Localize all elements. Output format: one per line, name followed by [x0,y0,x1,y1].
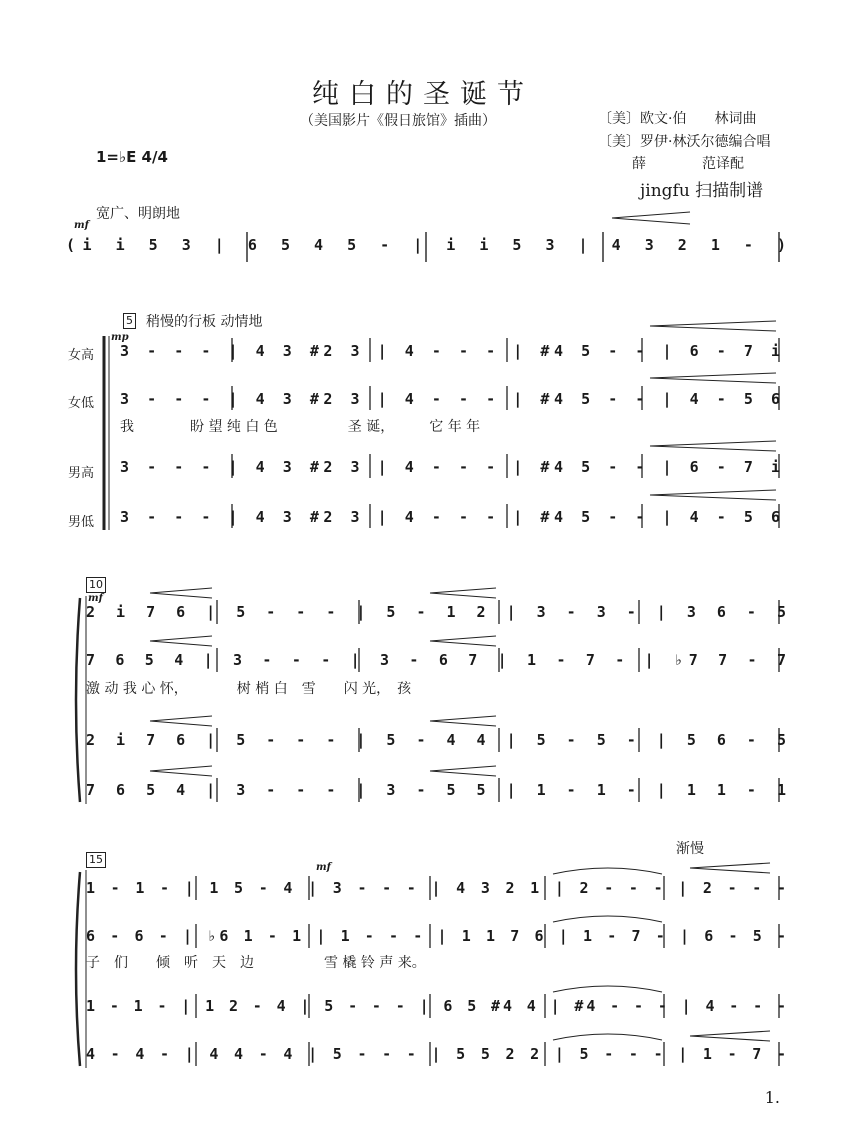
bass-row [120,508,785,530]
dynamic-mf-row1: mf [88,593,103,604]
credit-lyricist: 〔美〕欧文·伯 林词曲 [598,111,757,127]
system3-row-1 [86,603,792,625]
system3-notes-1: 2 i 7 6 | 5 - - - | 5 - 1 2 | 3 - 3 - | 3 6 - 5 [86,603,792,621]
lyrics-line-1: 我 盼 望 纯 白 色 圣 诞， 它 年 年 [120,419,481,435]
tempo-marking-ritardando: 渐慢 [676,841,704,857]
tenor-notes: 3 - - - | 4 3 #2 3 | 4 - - - | #4 5 - - | 6 - 7 i [120,458,785,476]
voice-label-bass: 男低 [68,515,95,530]
system3-row-2 [86,651,792,673]
dynamic-mark-1: mf [74,220,89,231]
measure-number-10: 10 [86,577,106,593]
page-number: 1. [764,1088,780,1107]
system3-notes-2: 7 6 5 4 | 3 - - - | 3 - 6 7 | 1 - 7 - | ♭7 7 - 7 [86,651,792,669]
system4-row-4 [86,1045,790,1067]
system4-notes-1: 1 - 1 - | 1 5 - 4 | 3 - - - | 4 3 2 1 | 2 - - - | 2 - - - [86,879,790,897]
bass-notes: 3 - - - | 4 3 #2 3 | 4 - - - | #4 5 - - | 4 - 5 6 [120,508,785,526]
system3-row-3 [86,731,792,753]
system3-notes-4: 7 6 5 4 | 3 - - - | 3 - 5 5 | 1 - 1 - | 1 1 - 1 [86,781,792,799]
system4-notes-2: 6 - 6 - | ♭6 1 - 1 | 1 - - - | 1 1 7 6 | 1 - 7 - | 6 - 5 - [86,927,790,945]
song-title: 纯白的圣诞节 [312,79,534,110]
voice-label-alto: 女低 [68,396,95,411]
measure-number-15: 15 [86,852,106,868]
voice-label-soprano: 女高 [68,348,95,363]
system4-notes-4: 4 - 4 - | 4 4 - 4 | 5 - - - | 5 5 2 2 | 5 - - - | 1 - 7 - [86,1045,790,1063]
song-subtitle: （美国影片《假日旅馆》插曲） [300,113,496,129]
scanner-credit: jingfu 扫描制谱 [640,181,764,201]
soprano-row [120,342,785,364]
credit-translator: 薛 范译配 [632,156,744,172]
system4-row-2 [86,927,790,949]
key-signature: 1=♭E 4/4 [96,148,168,166]
voice-label-tenor: 男高 [68,466,95,481]
lyrics-row-2 [86,678,786,700]
dynamic-mf-system4: mf [316,862,331,873]
tempo-marking-2: 稍慢的行板 动情地 [146,314,263,330]
tempo-marking-1: 宽广、明朗地 [96,206,180,222]
lyrics-line-3: 子 们 倾 听 天 边 雪 橇 铃 声 来。 [86,955,426,971]
intro-notes: (i i 5 3 | 6 5 4 5 - | i i 5 3 | 4 3 2 1 - ) [66,236,794,254]
lyrics-row-1 [120,416,780,438]
system3-row-4 [86,781,792,803]
tenor-row [120,458,785,480]
dynamic-mp-soprano: mp [111,332,129,343]
system3-notes-3: 2 i 7 6 | 5 - - - | 5 - 4 4 | 5 - 5 - | 5 6 - 5 [86,731,792,749]
system4-row-1 [86,879,790,901]
lyrics-line-2: 激 动 我 心 怀， 树 梢 白 雪 闪 光， 孩 [86,681,412,697]
measure-number-5: 5 [123,313,136,329]
alto-row [120,390,785,412]
soprano-notes: 3 - - - | 4 3 #2 3 | 4 - - - | #4 5 - - | 6 - 7 i [120,342,785,360]
lyrics-row-3 [86,952,786,974]
alto-notes: 3 - - - | 4 3 #2 3 | 4 - - - | #4 5 - - | 4 - 5 6 [120,390,785,408]
credit-arranger: 〔美〕罗伊·林沃尔德编合唱 [598,134,771,150]
system4-notes-3: 1 - 1 - | 1 2 - 4 | 5 - - - | 6 5 #4 4 | #4 - - - | 4 - - - [86,997,789,1015]
system4-row-3 [86,997,789,1019]
